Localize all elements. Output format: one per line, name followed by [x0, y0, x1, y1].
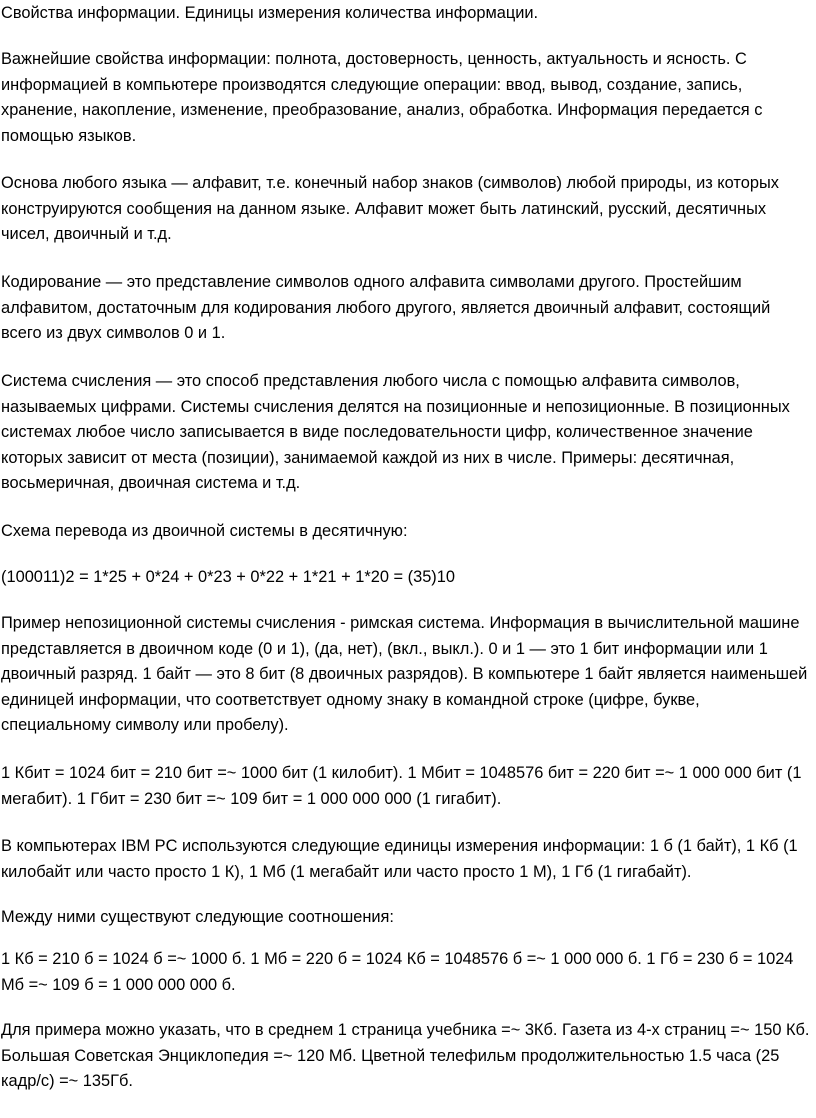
paragraph-number-systems: Система счисления — это способ представления любого числа с помощью алфавита символов, называемых цифрами. Системы счисления делятся на позиционные и непозиционные. В позиционных системах любое число записывается в виде последовательности цифр, количественное значение которых зависит от места (позиции), занимаемой каждой из них в числе. Примеры: десятичная, восьмеричная, двоичная система и т.д. — [1, 372, 790, 492]
paragraph-examples: Для примера можно указать, что в среднем 1 страница учебника =~ 3Кб. Газета из 4-х страниц =~ 150 Кб. Большая Советская Энциклопедия =~ 120 Мб. Цветной телефильм продолжительностью 1.5 часа (25 кадр/с) =~ 135Гб. — [1, 1021, 810, 1090]
paragraph-information-properties: Важнейшие свойства информации: полнота, достоверность, ценность, актуальность и ясность. С информацией в компьютере производятся следующие операции: ввод, вывод, создание, запись, хранение, накопление, изменение, преобразование, анализ, обработка. Информация передается с помощью языков. — [1, 50, 763, 145]
paragraph-relations-heading: Между ними существуют следующие соотношения: — [1, 908, 394, 926]
paragraph-roman-system-bits-bytes: Пример непозиционной системы счисления - римская система. Информация в вычислительной машине представляется в двоичном коде (0 и 1), (да, нет), (вкл., выкл.). 0 и 1 — это 1 бит информации или 1 двоичный разряд. 1 байт — это 8 бит (8 двоичных разрядов). В компьютере 1 байт является наименьшей единицей информации, что соответствует одному знаку в командной строке (цифре, букве, специальному символу или пробелу). — [1, 614, 808, 734]
paragraph-kbit-mbit-gbit: 1 Кбит = 1024 бит = 210 бит =~ 1000 бит (1 килобит). 1 Мбит = 1048576 бит = 220 бит =~ 1 000 000 бит (1 мегабит). 1 Гбит = 230 бит =~ 109 бит = 1 000 000 000 (1 гигабит). — [1, 764, 802, 808]
paragraph-coding: Кодирование — это представление символов одного алфавита символами другого. Простейшим алфавитом, достаточным для кодирования любого другого, является двоичный алфавит, состоящий всего из двух символов 0 и 1. — [1, 273, 771, 342]
paragraph-ibm-pc-units: В компьютерах IBM PC используются следующие единицы измерения информации: 1 б (1 байт), 1 Кб (1 килобайт или часто просто 1 К), 1 Мб (1 мегабайт или часто просто 1 М), 1 Гб (1 гигабайт). — [1, 837, 798, 881]
paragraph-language-alphabet: Основа любого языка — алфавит, т.е. конечный набор знаков (символов) любой природы, из которых конструируются сообщения на данном языке. Алфавит может быть латинский, русский, десятичных чисел, двоичный и т.д. — [1, 174, 779, 243]
document-title: Свойства информации. Единицы измерения количества информации. — [1, 4, 539, 22]
paragraph-kb-mb-gb: 1 Кб = 210 б = 1024 б =~ 1000 б. 1 Мб = 220 б = 1024 Кб = 1048576 б =~ 1 000 000 б. 1 Гб = 230 б = 1024 Мб =~ 109 б = 1 000 000 000 б. — [1, 950, 794, 994]
paragraph-conversion-formula: (100011)2 = 1*25 + 0*24 + 0*23 + 0*22 + 1*21 + 1*20 = (35)10 — [1, 568, 455, 586]
paragraph-conversion-heading: Схема перевода из двоичной системы в десятичную: — [1, 522, 408, 540]
